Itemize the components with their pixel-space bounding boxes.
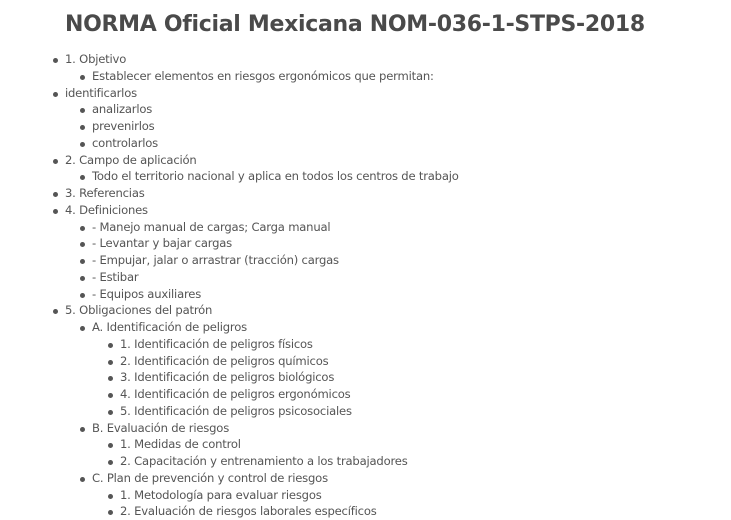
list-item-text: 3. Identificación de peligros biológicos — [120, 370, 335, 385]
bullet-icon — [53, 309, 58, 314]
list-item-text: controlarlos — [92, 135, 159, 150]
bullet-icon — [80, 326, 85, 331]
list-item-text: 4. Definiciones — [65, 202, 148, 217]
bullet-icon — [108, 360, 113, 365]
bullet-icon — [80, 75, 85, 80]
list-item-text: prevenirlos — [92, 119, 155, 133]
list-item-text: 2. Capacitación y entrenamiento a los trabajadores — [120, 454, 408, 468]
list-item-text: - Estibar — [92, 269, 139, 284]
bullet-icon — [80, 276, 85, 281]
bullet-icon — [108, 460, 113, 465]
list-item-text: Todo el territorio nacional y aplica en todos los centros de trabajo — [92, 169, 459, 184]
list-item-text: Establecer elementos en riesgos ergonómicos que permitan: — [92, 68, 434, 83]
bullet-icon — [80, 226, 85, 231]
list-item-text: 1. Medidas de control — [120, 437, 241, 452]
bullet-icon — [53, 192, 58, 197]
list-item-text: 1. Objetivo — [65, 52, 127, 66]
bullet-icon — [53, 159, 58, 164]
bullet-icon — [80, 175, 85, 180]
bullet-icon — [53, 58, 58, 63]
bullet-icon — [108, 494, 113, 499]
page-title: NORMA Oficial Mexicana NOM-036-1-STPS-2018 — [65, 12, 645, 37]
bullet-icon — [108, 443, 113, 448]
bullet-icon — [108, 410, 113, 415]
list-item-text: 3. Referencias — [65, 186, 145, 200]
bullet-icon — [80, 293, 85, 298]
list-item-text: 1. Identificación de peligros físicos — [120, 336, 313, 351]
list-item-text: A. Identificación de peligros — [92, 320, 247, 334]
bullet-icon — [53, 92, 58, 97]
list-item-text: analizarlos — [92, 102, 153, 117]
bullet-icon — [108, 393, 113, 398]
bullet-icon — [80, 427, 85, 432]
list-item-text: 1. Metodología para evaluar riesgos — [120, 487, 322, 502]
bullet-icon — [80, 108, 85, 113]
bullet-icon — [80, 477, 85, 482]
bullet-icon — [53, 209, 58, 214]
list-item-text: - Levantar y bajar cargas — [92, 236, 233, 251]
bullet-icon — [80, 125, 85, 130]
list-item-text: 2. Campo de aplicación — [65, 152, 197, 167]
bullet-icon — [108, 376, 113, 381]
list-item-text: - Equipos auxiliares — [92, 286, 202, 301]
list-item-text: 2. Evaluación de riesgos laborales específicos — [120, 504, 377, 519]
list-item-text: B. Evaluación de riesgos — [92, 420, 230, 435]
list-item-text: 2. Identificación de peligros químicos — [120, 353, 329, 368]
bullet-icon — [108, 510, 113, 515]
list-item-text: 5. Identificación de peligros psicosociales — [120, 403, 352, 418]
list-item-text: identificarlos — [65, 85, 137, 100]
list-item-text: - Empujar, jalar o arrastrar (tracción) cargas — [92, 253, 339, 267]
list-item-text: - Manejo manual de cargas; Carga manual — [92, 219, 331, 234]
bullet-icon — [108, 343, 113, 348]
list-item-text: 4. Identificación de peligros ergonómicos — [120, 387, 351, 401]
list-item-text: 5. Obligaciones del patrón — [65, 303, 213, 318]
bullet-icon — [80, 142, 85, 147]
list-item-text: C. Plan de prevención y control de riesgos — [92, 470, 328, 485]
bullet-icon — [80, 242, 85, 247]
bullet-icon — [80, 259, 85, 264]
